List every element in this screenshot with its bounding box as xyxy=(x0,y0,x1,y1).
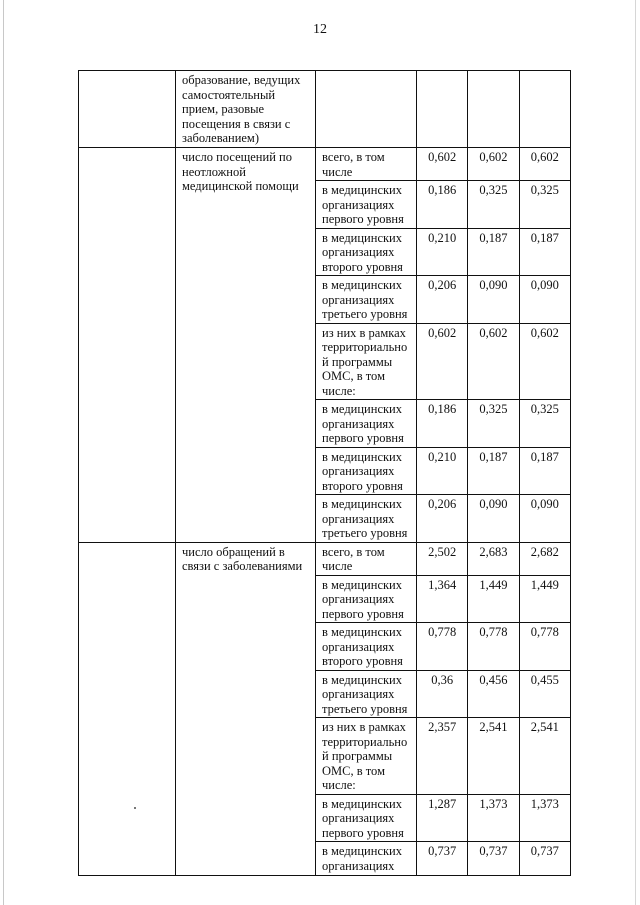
value-cell: 0,737 xyxy=(468,842,519,876)
value-cell: 1,449 xyxy=(468,575,519,623)
value-cell: 1,373 xyxy=(519,794,570,842)
category-cell: в медицинских организациях первого уровня xyxy=(316,794,417,842)
category-cell: в медицинских организациях xyxy=(316,842,417,876)
category-cell: в медицинских организациях второго уровня xyxy=(316,623,417,671)
value-cell: 0,778 xyxy=(468,623,519,671)
scan-edge-left xyxy=(3,0,4,905)
value-cell: 0,325 xyxy=(519,181,570,229)
category-cell: в медицинских организациях первого уровня xyxy=(316,181,417,229)
value-cell: 0,187 xyxy=(468,447,519,495)
value-cell: 1,364 xyxy=(417,575,468,623)
value-cell: 0,36 xyxy=(417,670,468,718)
category-cell: из них в рамках территориально й программы ОМС, в том числе: xyxy=(316,718,417,795)
value-cell xyxy=(519,71,570,148)
value-cell: 0,210 xyxy=(417,228,468,276)
value-cell: 0,602 xyxy=(468,323,519,400)
value-cell: 0,206 xyxy=(417,495,468,543)
value-cell: 0,187 xyxy=(519,228,570,276)
value-cell: 2,502 xyxy=(417,542,468,575)
indicator-cell: число обращений в связи с заболеваниями xyxy=(176,542,316,876)
value-cell: 0,737 xyxy=(519,842,570,876)
category-cell xyxy=(316,71,417,148)
value-cell: 0,090 xyxy=(468,495,519,543)
scan-edge-right xyxy=(635,0,636,905)
value-cell: 0,187 xyxy=(468,228,519,276)
value-cell: 0,090 xyxy=(519,276,570,324)
value-cell: 0,090 xyxy=(519,495,570,543)
indicator-cell: образование, ведущих самостоятельный прием, разовые посещения в связи с заболеванием) xyxy=(176,71,316,148)
value-cell xyxy=(468,71,519,148)
value-cell: 0,778 xyxy=(417,623,468,671)
category-cell: всего, в том числе xyxy=(316,148,417,181)
value-cell: 0,187 xyxy=(519,447,570,495)
value-cell: 0,325 xyxy=(519,400,570,448)
value-cell: 1,373 xyxy=(468,794,519,842)
value-cell: 0,455 xyxy=(519,670,570,718)
indicators-table xyxy=(78,70,571,876)
category-cell: из них в рамках территориально й программы ОМС, в том числе: xyxy=(316,323,417,400)
table-row xyxy=(79,148,571,181)
value-cell: 1,449 xyxy=(519,575,570,623)
value-cell: 0,090 xyxy=(468,276,519,324)
value-cell: 0,325 xyxy=(468,400,519,448)
value-cell: 0,325 xyxy=(468,181,519,229)
value-cell: 2,683 xyxy=(468,542,519,575)
value-cell: 0,602 xyxy=(417,323,468,400)
category-cell: в медицинских организациях первого уровня xyxy=(316,575,417,623)
page-number: 12 xyxy=(313,22,327,37)
category-cell: в медицинских организациях второго уровня xyxy=(316,447,417,495)
value-cell: 0,186 xyxy=(417,400,468,448)
value-cell: 0,602 xyxy=(468,148,519,181)
category-cell: в медицинских организациях первого уровня xyxy=(316,400,417,448)
table-cell-empty xyxy=(79,71,176,148)
category-cell: в медицинских организациях третьего уровня xyxy=(316,670,417,718)
category-cell: в медицинских организациях второго уровня xyxy=(316,228,417,276)
table-row xyxy=(79,542,571,575)
value-cell: 0,602 xyxy=(519,323,570,400)
value-cell: 2,357 xyxy=(417,718,468,795)
value-cell: 2,541 xyxy=(519,718,570,795)
scan-speck xyxy=(134,807,136,809)
value-cell: 0,206 xyxy=(417,276,468,324)
value-cell: 0,210 xyxy=(417,447,468,495)
table-cell-empty xyxy=(79,148,176,543)
value-cell: 0,456 xyxy=(468,670,519,718)
category-cell: всего, в том числе xyxy=(316,542,417,575)
table-row xyxy=(79,71,571,148)
table-cell-empty xyxy=(79,542,176,876)
category-cell: в медицинских организациях третьего уровня xyxy=(316,495,417,543)
value-cell: 0,602 xyxy=(417,148,468,181)
value-cell: 1,287 xyxy=(417,794,468,842)
value-cell: 0,778 xyxy=(519,623,570,671)
value-cell: 2,541 xyxy=(468,718,519,795)
value-cell: 0,737 xyxy=(417,842,468,876)
category-cell: в медицинских организациях третьего уровня xyxy=(316,276,417,324)
indicator-cell: число посещений по неотложной медицинской помощи xyxy=(176,148,316,543)
value-cell xyxy=(417,71,468,148)
value-cell: 0,602 xyxy=(519,148,570,181)
value-cell: 2,682 xyxy=(519,542,570,575)
value-cell: 0,186 xyxy=(417,181,468,229)
